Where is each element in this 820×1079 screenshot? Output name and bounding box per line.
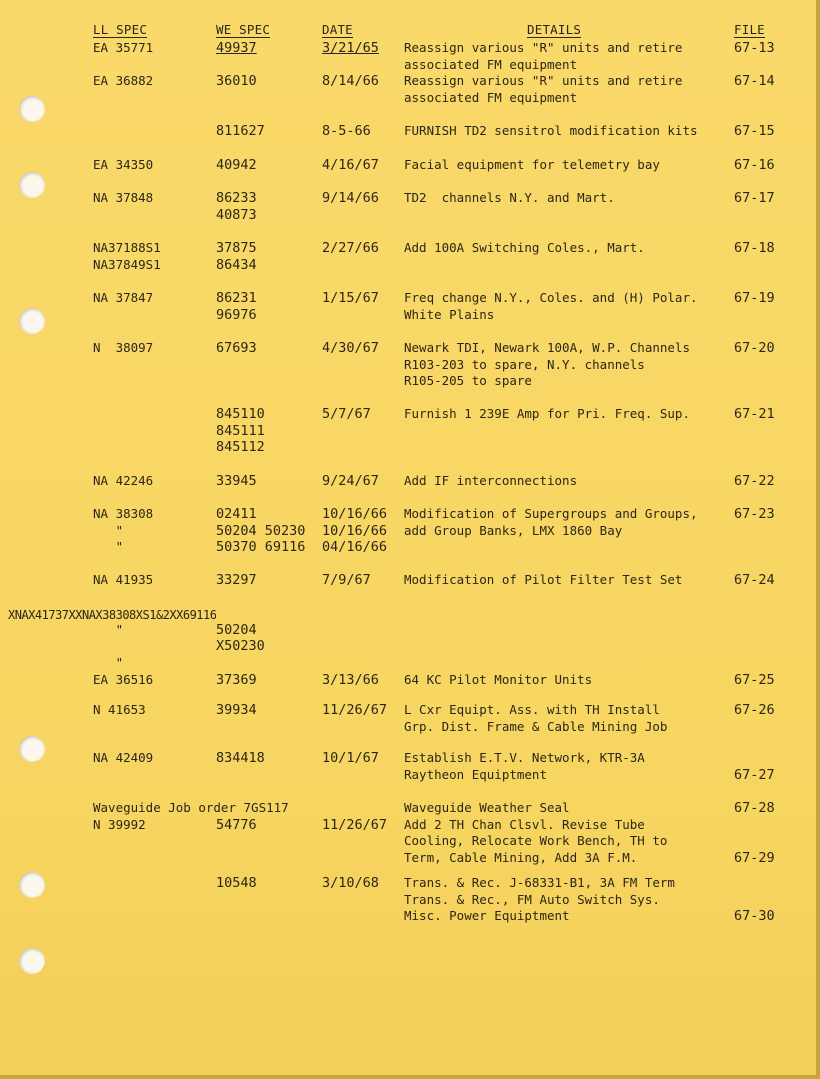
cell-de: Facial equipment for telemetry bay xyxy=(404,157,660,172)
cell-dt: 11/26/67 xyxy=(322,816,388,833)
cell-de: Reassign various "R" units and retire associated FM equipment xyxy=(404,73,683,105)
cell-we: 37875 86434 xyxy=(216,240,257,273)
header-we-spec: WE SPEC xyxy=(216,22,271,37)
cell-we: 39934 xyxy=(216,702,257,718)
cell-we: 49937 xyxy=(216,40,257,56)
cell-fi: 67-14 xyxy=(734,73,775,89)
header-ll-spec: LL SPEC xyxy=(93,22,148,37)
cell-dt: 5/7/67 xyxy=(322,406,371,422)
cell-de: Freq change N.Y., Coles. and (H) Polar. White Plains xyxy=(404,290,698,322)
cell-we: 02411 50204 50230 50370 69116 xyxy=(216,506,306,556)
cell-dt: 3/13/66 xyxy=(322,672,379,688)
punch-hole xyxy=(19,736,45,762)
cell-fi: 67-16 xyxy=(734,157,775,173)
cell-de: Furnish 1 239E Amp for Pri. Freq. Sup. xyxy=(404,406,690,421)
cell-de: FURNISH TD2 sensitrol modification kits xyxy=(404,123,698,138)
cell-we: 10548 xyxy=(216,875,257,891)
punch-hole xyxy=(19,172,45,198)
cell-we: 845110 845111 845112 xyxy=(216,406,265,456)
cell-ll: NA 42246 xyxy=(93,473,154,488)
cell-dt: 8-5-66 xyxy=(322,123,371,139)
cell-dt: 9/24/67 xyxy=(322,473,379,489)
cell-we: 40942 xyxy=(216,157,257,173)
cell-dt: 10/1/67 xyxy=(322,750,379,766)
cell-dt: 4/16/67 xyxy=(322,157,379,173)
header-file: FILE xyxy=(734,22,765,37)
cell-we: 33297 xyxy=(216,572,257,588)
cell-ll: NA 37847 xyxy=(93,290,154,305)
cell-de: L Cxr Equipt. Ass. with TH Install Grp. Dist. Frame & Cable Mining Job xyxy=(404,702,668,734)
cell-de: TD2 channels N.Y. and Mart. xyxy=(404,190,615,205)
cell-fi: 67-25 xyxy=(734,672,775,688)
cell-dt: 3/21/65 xyxy=(322,40,379,56)
header-details: DETAILS xyxy=(527,22,582,37)
cell-dt: 2/27/66 xyxy=(322,240,379,256)
cell-fi: 67-27 xyxy=(734,766,775,783)
header-date: DATE xyxy=(322,22,353,37)
cell-ll: N 38097 xyxy=(93,340,154,355)
cell-fi: 67-20 xyxy=(734,340,775,356)
cell-we: 54776 xyxy=(216,816,257,833)
cell-fi: 67-19 xyxy=(734,290,775,306)
cell-ll: NA 42409 xyxy=(93,750,154,765)
cell-dt: 10/16/66 10/16/66 04/16/66 xyxy=(322,506,388,556)
cell-ll: NA 37848 xyxy=(93,190,154,205)
cell-fi: 67-30 xyxy=(734,908,775,925)
cell-de: Modification of Pilot Filter Test Set xyxy=(404,572,683,587)
cell-de: Modification of Supergroups and Groups, add Group Banks, LMX 1860 Bay xyxy=(404,506,698,538)
punch-hole xyxy=(19,948,45,974)
cell-we: 67693 xyxy=(216,340,257,356)
struck-out-line: XNAX41737XXNAX38308XS1&2XX69116 xyxy=(8,608,217,622)
cell-de: Add IF interconnections xyxy=(404,473,578,488)
cell-ll: N 41653 xyxy=(93,702,146,717)
cell-dt: 7/9/67 xyxy=(322,572,371,588)
cell-de: Newark TDI, Newark 100A, W.P. Channels R103-203 to spare, N.Y. channels R105-205 to spare xyxy=(404,340,690,389)
cell-ll: EA 35771 xyxy=(93,40,154,55)
punch-hole xyxy=(19,308,45,334)
cell-we: 36010 xyxy=(216,73,257,89)
cell-ll: EA 36882 xyxy=(93,73,154,88)
cell-we: 86233 40873 xyxy=(216,190,257,223)
cell-fi: 67-21 xyxy=(734,406,775,422)
cell-ll: NA 38308 " " xyxy=(93,506,154,555)
cell-de: Establish E.T.V. Network, KTR-3A Raytheon Equiptment xyxy=(404,750,645,782)
cell-fi: 67-15 xyxy=(734,123,775,139)
cell-we: 811627 xyxy=(216,123,265,139)
cell-we: 37369 xyxy=(216,672,257,688)
cell-de: Add 100A Switching Coles., Mart. xyxy=(404,240,645,255)
cell-de: 64 KC Pilot Monitor Units xyxy=(404,672,593,687)
cell-dt: 9/14/66 xyxy=(322,190,379,206)
cell-ll: " " xyxy=(115,621,124,670)
cell-we: 50204 X50230 xyxy=(216,621,265,655)
cell-ll: Waveguide Job order 7GS117 N 39992 xyxy=(93,800,289,832)
cell-dt: 8/14/66 xyxy=(322,73,379,89)
cell-ll: NA 41935 xyxy=(93,572,154,587)
cell-ll: NA37188S1 NA37849S1 xyxy=(93,240,161,272)
cell-de: Waveguide Weather Seal Add 2 TH Chan Clsvl. Revise Tube Cooling, Relocate Work Bench, TH to Term, Cable Mining, Add 3A F.M. xyxy=(404,800,668,865)
cell-dt: 4/30/67 xyxy=(322,340,379,356)
cell-fi: 67-24 xyxy=(734,572,775,588)
cell-dt: 1/15/67 xyxy=(322,290,379,306)
cell-fi: 67-23 xyxy=(734,506,775,522)
cell-we: 834418 xyxy=(216,750,265,766)
cell-we: 86231 96976 xyxy=(216,290,257,323)
punch-hole xyxy=(19,872,45,898)
cell-fi: 67-28 67-29 xyxy=(734,800,775,866)
cell-ll: EA 34350 xyxy=(93,157,154,172)
cell-fi: 67-13 xyxy=(734,40,775,56)
cell-fi: 67-26 xyxy=(734,702,775,718)
cell-fi: 67-18 xyxy=(734,240,775,256)
cell-dt: 11/26/67 xyxy=(322,702,388,718)
cell-de: Trans. & Rec. J-68331-B1, 3A FM Term Trans. & Rec., FM Auto Switch Sys. Misc. Power Equiptment xyxy=(404,875,675,924)
cell-fi: 67-22 xyxy=(734,473,775,489)
cell-fi: 67-17 xyxy=(734,190,775,206)
cell-de: Reassign various "R" units and retire associated FM equipment xyxy=(404,40,683,72)
cell-ll: EA 36516 xyxy=(93,672,154,687)
cell-dt: 3/10/68 xyxy=(322,875,379,891)
punch-hole xyxy=(19,96,45,122)
cell-we: 33945 xyxy=(216,473,257,489)
